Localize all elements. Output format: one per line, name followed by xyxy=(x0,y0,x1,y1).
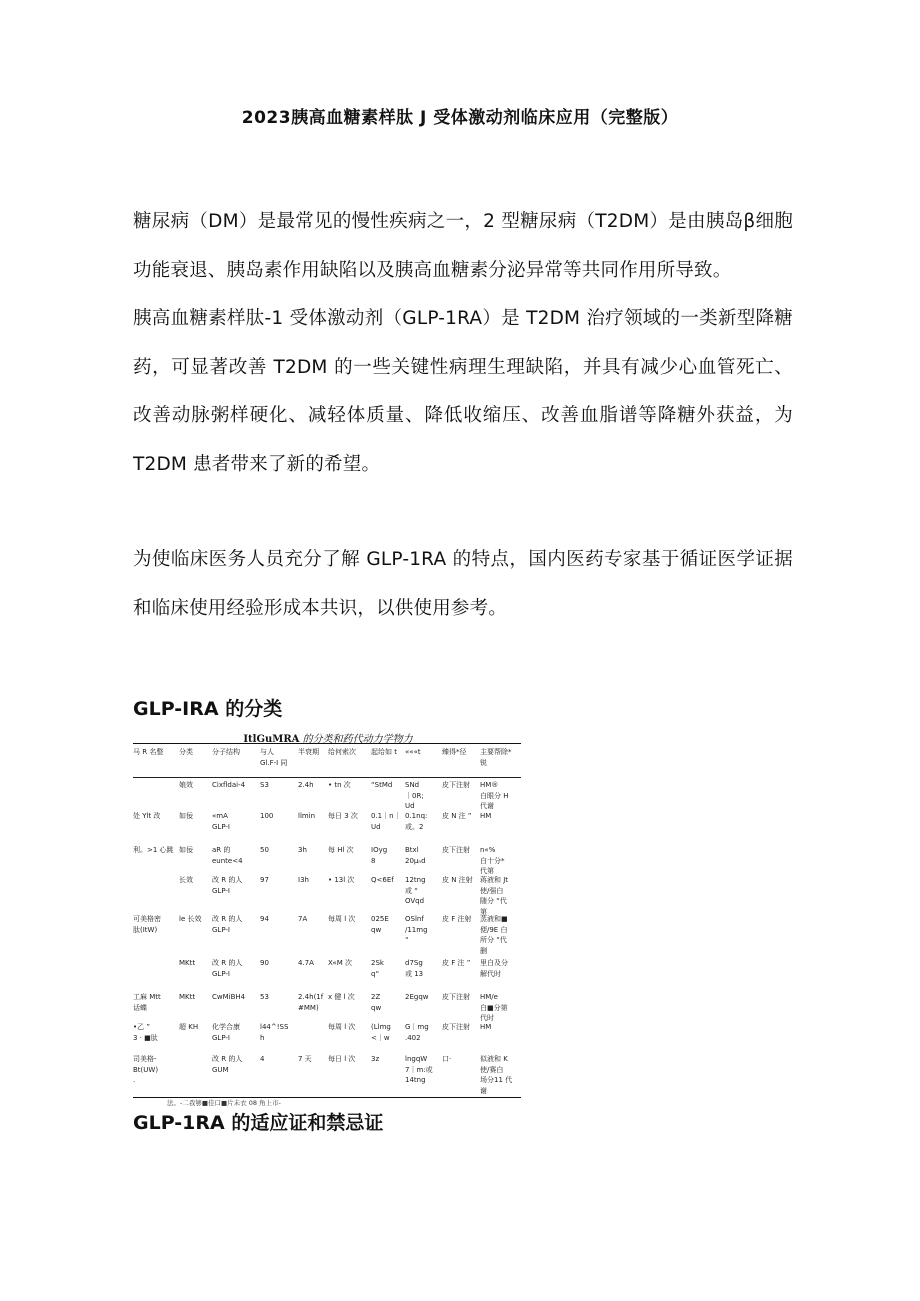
table-header-cell: 分类 xyxy=(179,748,193,756)
table-cell: OSlnf /11mg “ xyxy=(405,915,428,944)
table-cell: 工麻 Mtt 话蝶 xyxy=(133,993,161,1012)
table-cell: 每日 3 次 xyxy=(328,812,358,820)
table-cell: 口· xyxy=(442,1055,452,1063)
table-cell: SNd ｜0R; Ud xyxy=(405,781,424,810)
table-cell: 皮 F 注射 xyxy=(442,915,472,923)
table-cell: l44^!SS h xyxy=(260,1023,289,1042)
table-cell: 皮下注射 xyxy=(442,1023,470,1031)
table-cell: 皮下注射 xyxy=(442,846,470,854)
table-cell: 司美格- Bt(UW) . xyxy=(133,1055,159,1084)
table-header-cell: 主要帮除* 锐 xyxy=(480,748,512,767)
table-cell: 处 Ylt 改 xyxy=(133,812,161,820)
table-cell: 皮下注射 xyxy=(442,993,470,1001)
table-cell: «mA GLP-I xyxy=(212,812,230,831)
table-header-cell: 起给如 t xyxy=(371,748,397,756)
table-cell: MKtt xyxy=(179,959,196,967)
table-cell: 改 R 的人 GLP-I xyxy=(212,959,243,978)
table-cell: HM/e 白■分第 代时 xyxy=(480,993,508,1022)
table-cell: 皮 F 注 ” xyxy=(442,959,471,967)
table-cell: 7 天 xyxy=(298,1055,312,1063)
table-cell: CwMiBH4 xyxy=(212,993,246,1001)
table-footnote: 法。-二我够■佳口■片未衣 08 角上市- xyxy=(167,1099,281,1107)
table-cell: HM xyxy=(480,812,492,820)
table-cell: •乙 ” 3 · ■肽 xyxy=(133,1023,158,1042)
table-cell: 7A xyxy=(298,915,308,923)
table-cell: “StMd xyxy=(371,781,393,789)
table-cell: 2Egqw xyxy=(405,993,429,1001)
table-cell: HM® 白眼分 H 代谢 xyxy=(480,781,509,810)
table-cell: 可美格密 肽(ItW) xyxy=(133,915,161,934)
table-cell: 53 xyxy=(260,993,269,1001)
table-header-cell: «««t xyxy=(405,748,421,756)
table-cell: X«M 次 xyxy=(328,959,352,967)
table-cell: IOyg 8 xyxy=(371,846,388,865)
table-cell: 改 R 的人 GLP-I xyxy=(212,876,243,895)
table-header-cell: 臻得*径 xyxy=(442,748,467,756)
table-cell: 长效 xyxy=(179,876,193,884)
section-heading-indications: GLP-1RA 的适应证和禁忌证 xyxy=(133,1112,384,1134)
table-cell: • 13l 次 xyxy=(328,876,355,884)
table-cell: 2.4h(1f #MM) xyxy=(298,993,324,1012)
table-cell: 2Z qw xyxy=(371,993,382,1012)
table-top-rule xyxy=(133,743,521,744)
paragraph-intro: 糖尿病（DM）是最常见的慢性疾病之一，2 型糖尿病（T2DM）是由胰岛β细胞功能衰退、胰岛素作用缺陷以及胰高血糖素分泌异常等共同作用所导致。 xyxy=(133,211,793,281)
table-cell: 蒋液和 Jt 使/强白 随分 “代 第 xyxy=(480,876,509,916)
table-cell: 025E qw xyxy=(371,915,389,934)
table-cell: • tn 次 xyxy=(328,781,351,789)
table-cell: 超 KH xyxy=(179,1023,199,1031)
table-cell: S3 xyxy=(260,781,269,789)
table-cell: 似液和 K 使/赛白 场分11 代 谢 xyxy=(480,1055,513,1095)
table-cell: 0.1｜n｜ Ud xyxy=(371,812,401,831)
table-cell: n«% 白十分* 代第 xyxy=(480,846,505,875)
table-header-cell: 分子结构 xyxy=(212,748,240,756)
table-cell: 娘效 xyxy=(179,781,193,789)
table-cell: 每 Hl 次 xyxy=(328,846,354,854)
table-header-rule xyxy=(133,777,521,778)
table-cell: 每周 l 次 xyxy=(328,915,356,923)
table-cell: Q<6Ef xyxy=(371,876,394,884)
table-cell: 50 xyxy=(260,846,269,854)
table-cell: 里白及分 解代时 xyxy=(480,959,508,978)
table-cell: 如佞 xyxy=(179,846,193,854)
table-cell: 12tng 或 “ OVqd xyxy=(405,876,426,905)
table-cell: 化学合康 GLP-I xyxy=(212,1023,240,1042)
table-cell: 4.7A xyxy=(298,959,314,967)
table-cell: 2.4h xyxy=(298,781,314,789)
table-cell: llmin xyxy=(298,812,316,820)
table-cell: 改 R 的人 GLP-I xyxy=(212,915,243,934)
table-cell: aR 的 eunte<4 xyxy=(212,846,243,865)
table-header-cell: 半衰期 xyxy=(298,748,319,756)
table-title-bold: ItlGuMRA xyxy=(243,734,300,745)
page-title: 2023胰高血糖素样肽 J 受体激动剂临床应用（完整版） xyxy=(241,108,679,128)
table-cell: (Llmg <｜w xyxy=(371,1023,391,1042)
table-cell: 0.1nq: 或。2 xyxy=(405,812,428,831)
table-cell: 每周 l 次 xyxy=(328,1023,356,1031)
table-cell: 每日 l 次 xyxy=(328,1055,356,1063)
table-cell: 2Sk q“ xyxy=(371,959,384,978)
table-cell: Cixfldai-4 xyxy=(212,781,246,789)
paragraph-glp1ra: 胰高血糖素样肽-1 受体激动剂（GLP-1RA）是 T2DM 治疗领域的一类新型降糖药，可显著改善 T2DM 的一些关键性病理生理缺陷，并具有减少心血管死亡、改善动脉粥样硬化、减轻体质量、降低收缩压、改善血脂谱等降糖外获益，为 T2DM 患者带来了新的希望。 xyxy=(133,308,793,475)
table-cell: G｜mg .402 xyxy=(405,1023,429,1042)
table-cell: 90 xyxy=(260,959,269,967)
table-cell: 100 xyxy=(260,812,274,820)
table-cell: 蒸液和■ 便/9E 白 所分 “代 删 xyxy=(480,915,508,955)
table-cell: 皮 N 注射 xyxy=(442,876,473,884)
table-cell: lngqW 7｜m:或 14tng xyxy=(405,1055,433,1084)
table-cell: le 长效 xyxy=(179,915,202,923)
table-cell: HM xyxy=(480,1023,492,1031)
table-cell: x 健 l 次 xyxy=(328,993,355,1001)
table-cell: 利。>1 心跳 xyxy=(133,846,174,854)
table-cell: 如佞 xyxy=(179,812,193,820)
classification-table xyxy=(133,730,523,1107)
table-header-cell: 马 R 名整 xyxy=(133,748,164,756)
table-cell: 3z xyxy=(371,1055,380,1063)
table-cell: Btxl 20μₙd xyxy=(405,846,426,865)
table-title-rest: 的分类和药代动力学物力 xyxy=(299,734,413,745)
table-cell: 改 R 的人 GUM xyxy=(212,1055,243,1074)
table-cell: I3h xyxy=(298,876,309,884)
paragraph-consensus: 为使临床医务人员充分了解 GLP-1RA 的特点，国内医药专家基于循证医学证据和临床使用经验形成本共识，以供使用参考。 xyxy=(133,549,793,619)
table-cell: 94 xyxy=(260,915,269,923)
table-cell: 97 xyxy=(260,876,269,884)
table-cell: 皮下注射 xyxy=(442,781,470,789)
section-heading-classification: GLP-IRA 的分类 xyxy=(133,698,283,720)
table-header-cell: 与人 Gl.F-I 同 xyxy=(260,748,288,767)
table-cell: MKtt xyxy=(179,993,196,1001)
table-cell: 3h xyxy=(298,846,307,854)
table-cell: 皮 N 注 ” xyxy=(442,812,472,820)
table-header-cell: 给何索次 xyxy=(328,748,356,756)
table-cell: 4 xyxy=(260,1055,265,1063)
table-cell: d7Sg 或 13 xyxy=(405,959,424,978)
